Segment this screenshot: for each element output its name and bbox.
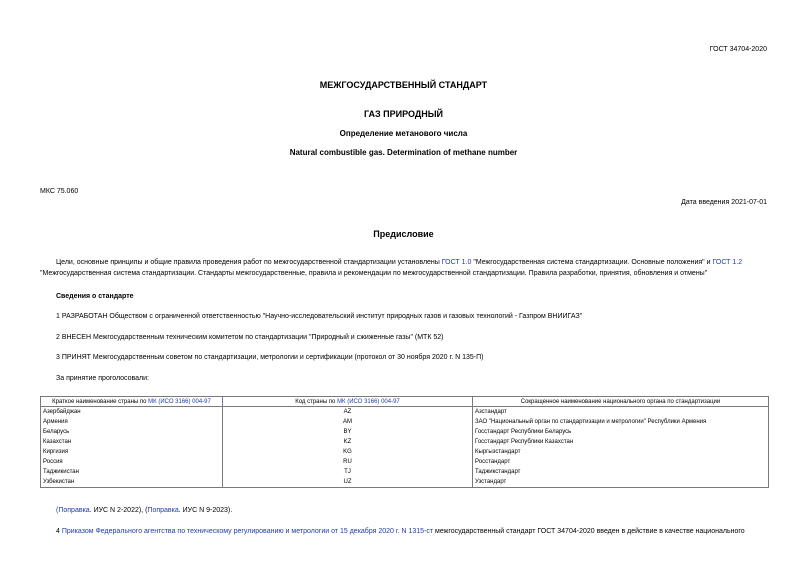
- header-code-text: Код страны по: [295, 398, 338, 405]
- standard-type-heading: МЕЖГОСУДАРСТВЕННЫЙ СТАНДАРТ: [319, 80, 488, 90]
- table-row: [41, 427, 769, 437]
- code-cell: BY: [223, 427, 473, 437]
- country-cell: Армения: [41, 417, 223, 427]
- header-country-text: Краткое наименование страны по: [52, 398, 149, 405]
- item4-text: межгосударственный стандарт ГОСТ 34704-2020 введен в действие в качестве национального: [433, 528, 745, 535]
- document-title: ГАЗ ПРИРОДНЫЙ: [363, 109, 444, 119]
- body-cell: Кыргызстандарт: [473, 447, 769, 457]
- country-cell: Таджикистан: [41, 467, 223, 477]
- code-cell: AM: [223, 417, 473, 427]
- item-adopted: 3 ПРИНЯТ Межгосударственным советом по стандартизации, метрологии и сертификации (протокол от 30 ноября 2020 г. N 135-П): [56, 354, 484, 361]
- item4-number: 4: [56, 528, 62, 535]
- goals-text-1: Цели, основные принципы и общие правила проведения работ по межгосударственной стандартизации установлены: [56, 259, 442, 266]
- mks-code: МКС 75.060: [40, 188, 79, 195]
- goals-text-3: "Межгосударственная система стандартизации. Стандарты межгосударственные, правила и рекомендации по межгосударственной стандартизации. Правила разработки, принятия, обновления и отмены": [40, 270, 708, 277]
- body-cell: ЗАО "Национальный орган по стандартизации и метрологии" Республики Армения: [473, 417, 769, 427]
- table-row: [41, 417, 769, 427]
- gost-1-2-link[interactable]: ГОСТ 1.2: [712, 259, 743, 266]
- item-introduced: 2 ВНЕСЕН Межгосударственным техническим комитетом по стандартизации "Природный и сжиженные газы" (МТК 52): [56, 334, 444, 341]
- mk-iso-link-col1[interactable]: МК (ИСО 3166) 004-97: [148, 398, 211, 405]
- table-header-row: [41, 397, 769, 407]
- goals-paragraph: [40, 257, 768, 279]
- subtitle-ru: Определение метанового числа: [339, 129, 468, 138]
- table-row: [41, 477, 769, 488]
- country-cell: Узбекистан: [41, 477, 223, 488]
- intro-date: Дата введения 2021-07-01: [681, 199, 767, 206]
- body-cell: Госстандарт Республики Беларусь: [473, 427, 769, 437]
- corrections-line: [56, 505, 232, 516]
- code-cell: TJ: [223, 467, 473, 477]
- body-cell: Таджикстандарт: [473, 467, 769, 477]
- country-cell: Азербайджан: [41, 407, 223, 418]
- standard-info-heading: Сведения о стандарте: [56, 293, 134, 300]
- corrections-close-1: . ИУС N 2-2022), (: [89, 507, 148, 514]
- table-row: [41, 437, 769, 447]
- body-cell: Азстандарт: [473, 407, 769, 418]
- code-cell: KG: [223, 447, 473, 457]
- item-developed: 1 РАЗРАБОТАН Обществом с ограниченной ответственностью "Научно-исследовательский институт природных газов и газовых технологий - Газпром ВНИИГАЗ": [56, 313, 583, 320]
- subtitle-en: Natural combustible gas. Determination of methane number: [289, 148, 518, 157]
- correction-link-2[interactable]: Поправка: [147, 507, 179, 514]
- body-cell: Узстандарт: [473, 477, 769, 488]
- table-row: [41, 407, 769, 418]
- table-row: [41, 447, 769, 457]
- votes-label: За принятие проголосовали:: [56, 375, 149, 382]
- code-cell: KZ: [223, 437, 473, 447]
- country-cell: Беларусь: [41, 427, 223, 437]
- body-cell: Госстандарт Республики Казахстан: [473, 437, 769, 447]
- document-id: ГОСТ 34704-2020: [709, 46, 767, 53]
- code-cell: UZ: [223, 477, 473, 488]
- votes-table: [40, 396, 769, 488]
- code-cell: AZ: [223, 407, 473, 418]
- table-row: [41, 467, 769, 477]
- preface-heading: Предисловие: [373, 229, 434, 239]
- corrections-open-1: (: [56, 507, 59, 514]
- correction-link-1[interactable]: Поправка: [58, 507, 90, 514]
- goals-text-2: "Межгосударственная система стандартизации. Основные положения" и: [471, 259, 713, 266]
- gost-1-0-link[interactable]: ГОСТ 1.0: [441, 259, 472, 266]
- item-enacted: [56, 526, 768, 537]
- country-cell: Россия: [41, 457, 223, 467]
- country-cell: Казахстан: [41, 437, 223, 447]
- rosstandart-order-link[interactable]: Приказом Федерального агентства по техническому регулированию и метрологии от 15 декабря 2020 г. N 1315-ст: [61, 528, 434, 535]
- table-row: [41, 457, 769, 467]
- header-country: [41, 397, 223, 407]
- body-cell: Росстандарт: [473, 457, 769, 467]
- country-cell: Киргизия: [41, 447, 223, 457]
- corrections-close-2: . ИУС N 9-2023).: [178, 507, 233, 514]
- mk-iso-link-col2[interactable]: МК (ИСО 3166) 004-97: [337, 398, 400, 405]
- header-code: [223, 397, 473, 407]
- header-national-body: Сокращенное наименование национального органа по стандартизации: [473, 397, 769, 407]
- code-cell: RU: [223, 457, 473, 467]
